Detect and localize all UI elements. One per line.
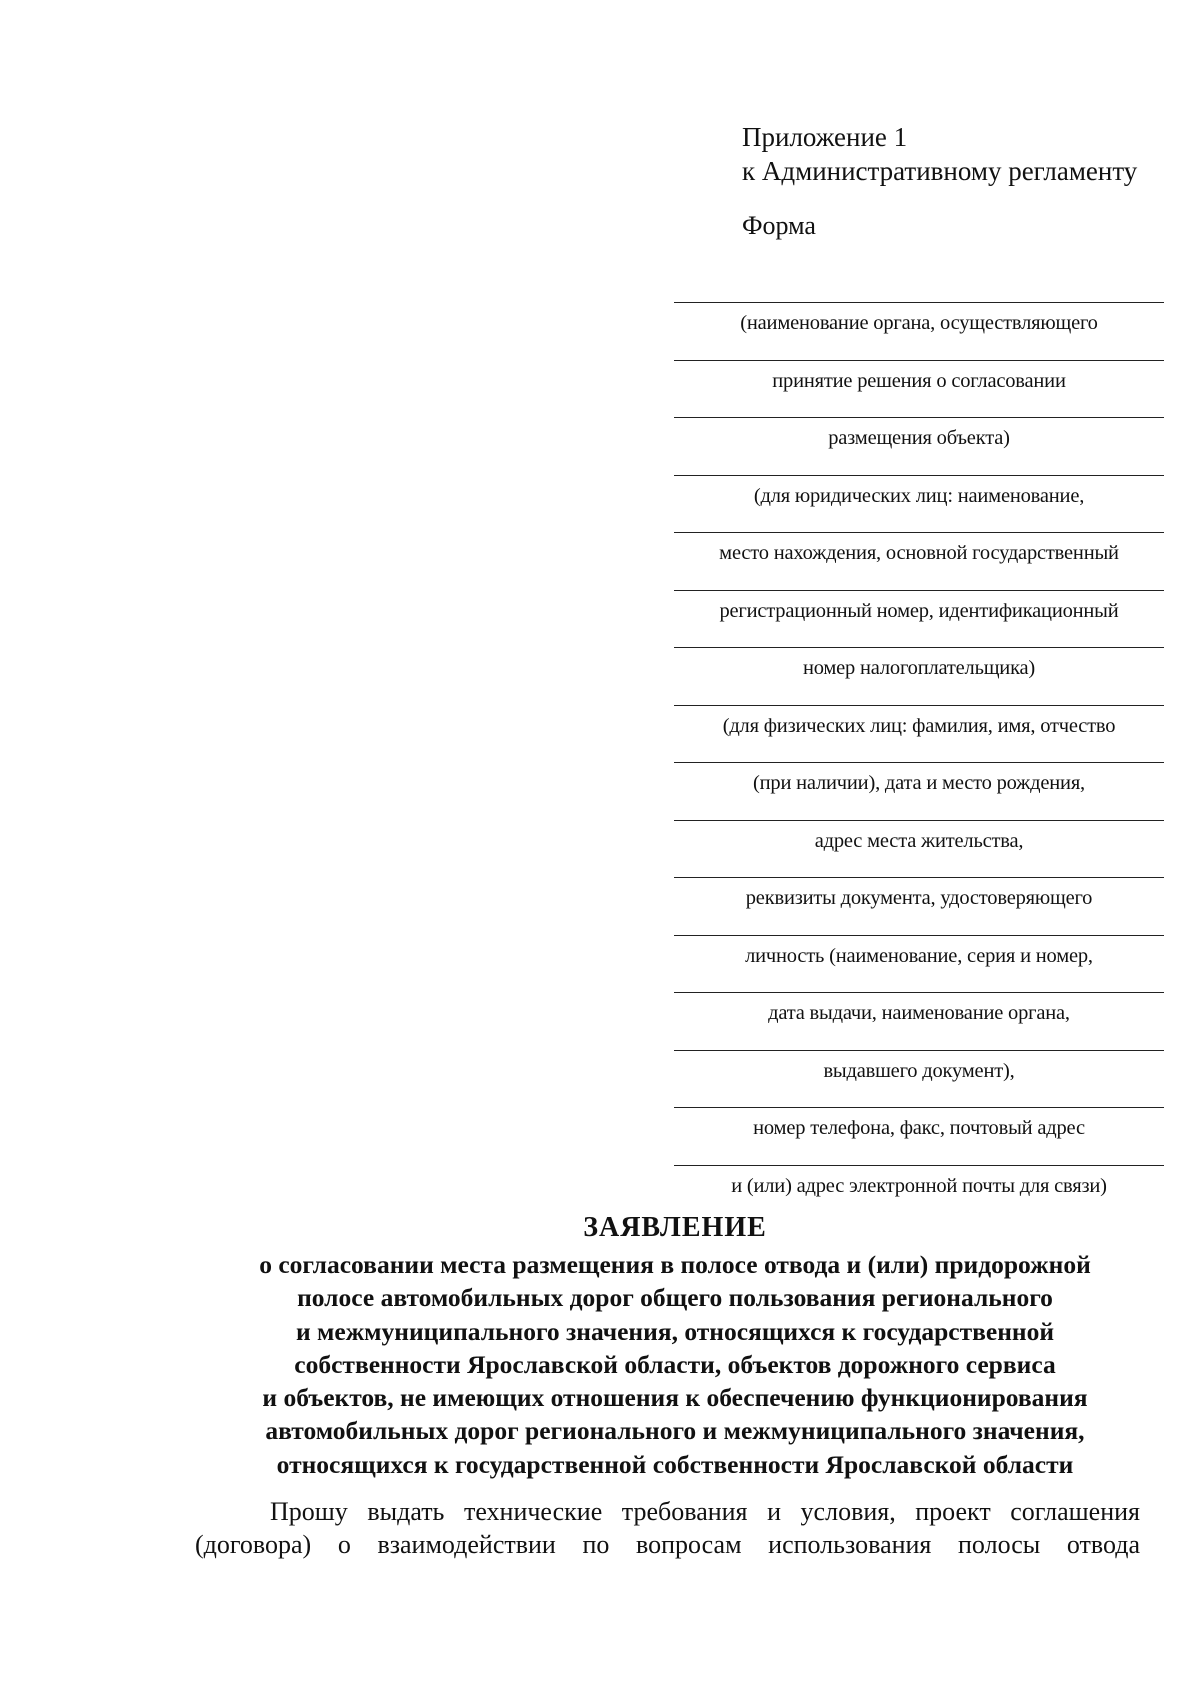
fill-in-line[interactable] bbox=[674, 647, 1164, 648]
field-row bbox=[670, 923, 1168, 981]
body-line: (договора) о взаимодействии по вопросам использования полосы отвода bbox=[195, 1530, 1140, 1559]
fill-in-line[interactable] bbox=[674, 590, 1164, 591]
document-subtitle bbox=[200, 1248, 1150, 1481]
field-caption: дата выдачи, наименование органа, bbox=[768, 1002, 1070, 1024]
field-row bbox=[670, 808, 1168, 866]
field-caption: выдавшего документ), bbox=[823, 1059, 1015, 1082]
field-row bbox=[670, 750, 1168, 808]
field-row bbox=[670, 1038, 1168, 1096]
fill-in-line[interactable] bbox=[674, 820, 1164, 821]
subtitle-line: относящихся к государственной собственности Ярославской области bbox=[276, 1449, 1074, 1479]
field-caption: принятие решения о согласовании bbox=[772, 369, 1066, 392]
field-caption: адрес места жительства, bbox=[814, 829, 1024, 852]
field-caption: (для физических лиц: фамилия, имя, отчество bbox=[722, 714, 1116, 737]
fill-in-line[interactable] bbox=[674, 1165, 1164, 1166]
field-caption: (наименование органа, осуществляющего bbox=[740, 312, 1098, 334]
field-caption: номер телефона, факс, почтовый адрес bbox=[753, 1117, 1085, 1139]
field-caption: (для юридических лиц: наименование, bbox=[753, 484, 1085, 507]
appendix-reference: к Административному регламенту bbox=[742, 156, 1138, 186]
fill-in-line[interactable] bbox=[674, 877, 1164, 878]
field-caption: (при наличии), дата и место рождения, bbox=[753, 772, 1085, 794]
field-row bbox=[670, 578, 1168, 636]
fill-in-line[interactable] bbox=[674, 360, 1164, 361]
subtitle-line: собственности Ярославской области, объектов дорожного сервиса bbox=[294, 1349, 1056, 1379]
field-caption: место нахождения, основной государственный bbox=[719, 542, 1119, 564]
field-caption: размещения объекта) bbox=[828, 427, 1010, 449]
field-row bbox=[670, 348, 1168, 406]
field-row bbox=[670, 463, 1168, 521]
appendix-number: Приложение 1 bbox=[742, 122, 908, 152]
subtitle-line: о согласовании места размещения в полосе отвода и (или) придорожной bbox=[259, 1250, 1091, 1279]
fill-in-line[interactable] bbox=[674, 935, 1164, 936]
field-row bbox=[670, 635, 1168, 693]
field-row bbox=[670, 693, 1168, 751]
document-title: ЗАЯВЛЕНИЕ bbox=[583, 1212, 767, 1243]
field-row bbox=[670, 405, 1168, 463]
fill-in-line[interactable] bbox=[674, 532, 1164, 533]
fill-in-line[interactable] bbox=[674, 417, 1164, 418]
subtitle-line: и объектов, не имеющих отношения к обеспечению функционирования bbox=[262, 1383, 1088, 1413]
fill-in-line[interactable] bbox=[674, 475, 1164, 476]
field-caption: личность (наименование, серия и номер, bbox=[745, 944, 1093, 967]
body-paragraph bbox=[195, 1495, 1140, 1561]
fill-in-line[interactable] bbox=[674, 992, 1164, 993]
field-row bbox=[670, 980, 1168, 1038]
subtitle-line: полосе автомобильных дорог общего пользования регионального bbox=[297, 1283, 1053, 1313]
field-row bbox=[670, 1095, 1168, 1153]
field-row bbox=[670, 1153, 1168, 1211]
fill-in-line[interactable] bbox=[674, 302, 1164, 303]
fill-in-line[interactable] bbox=[674, 705, 1164, 706]
field-caption: номер налогоплательщика) bbox=[802, 657, 1036, 679]
subtitle-line: и межмуниципального значения, относящихся к государственной bbox=[295, 1316, 1055, 1346]
fill-in-line[interactable] bbox=[674, 762, 1164, 763]
fill-in-line[interactable] bbox=[674, 1050, 1164, 1051]
form-label: Форма bbox=[742, 211, 816, 240]
field-row bbox=[670, 290, 1168, 348]
field-row bbox=[670, 520, 1168, 578]
subtitle-line: автомобильных дорог регионального и межмуниципального значения, bbox=[265, 1416, 1085, 1446]
body-line: Прошу выдать технические требования и условия, проект соглашения bbox=[270, 1497, 1140, 1526]
field-caption: реквизиты документа, удостоверяющего bbox=[745, 887, 1093, 909]
fill-in-line[interactable] bbox=[674, 1107, 1164, 1108]
field-caption: и (или) адрес электронной почты для связи) bbox=[731, 1174, 1107, 1197]
appendix-header bbox=[742, 120, 1137, 188]
field-row bbox=[670, 865, 1168, 923]
recipient-fields bbox=[670, 290, 1168, 1210]
field-caption: регистрационный номер, идентификационный bbox=[719, 599, 1119, 622]
